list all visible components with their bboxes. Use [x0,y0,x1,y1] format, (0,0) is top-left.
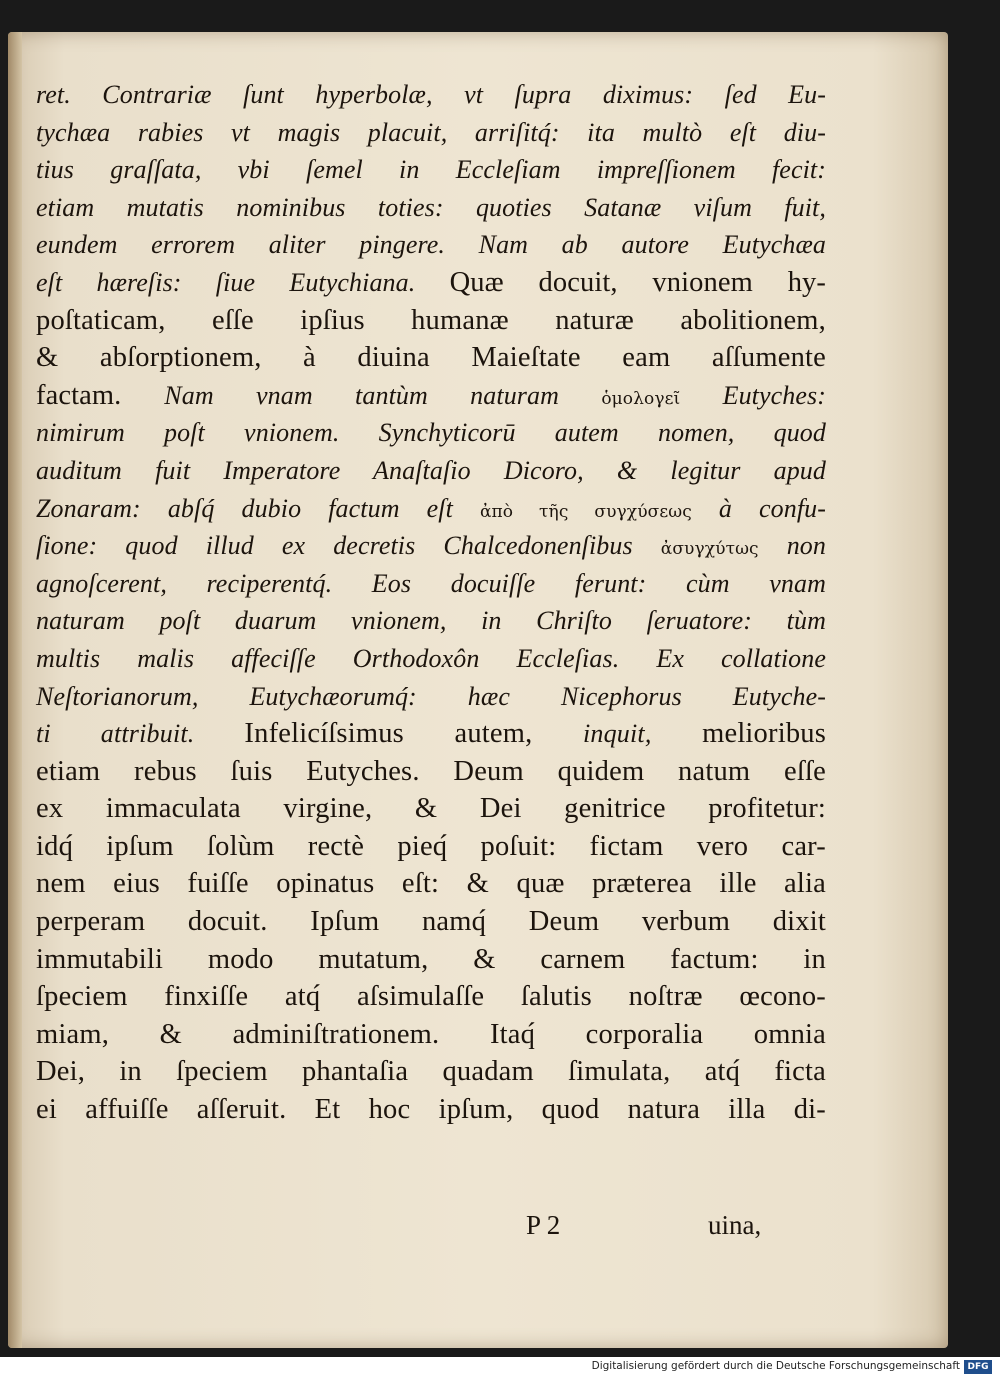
text-run: inquit, [582,719,652,749]
text-run: ei affuiſſe aſſeruit. Et hoc ipſum, quod natura illa di- [36,1094,826,1126]
text-run: auditum fuit Imperatore Anaſtaſio Dicoro, & legitur apud [36,455,826,485]
text-run: Nam vnam tantùm naturam [164,380,602,410]
text-line [36,865,826,903]
text-run: agnoſcerent, reciperentq́. Eos docuiſſe ferunt: cùm vnam [36,568,826,598]
text-line [36,114,826,152]
text-run: eſt hæreſis: ſiue Eutychiana. [36,267,450,297]
text-run: à confu- [691,493,826,523]
text-line [36,1016,826,1054]
text-line [36,602,826,640]
text-line [36,903,826,941]
text-line [36,226,826,264]
text-line [36,527,826,565]
funding-credit: Digitalisierung gefördert durch die Deutsche Forschungsgemeinschaft [591,1360,960,1372]
book-page [8,32,948,1348]
text-run: perperam docuit. Ipſum namq́ Deum verbum dixit [36,906,826,938]
dfg-logo: DFG [964,1360,992,1374]
text-run: Dei, in ſpeciem phantaſia quadam ſimulata, atq́ ficta [36,1056,826,1088]
text-run: multis malis affeciſſe Orthodoxôn Eccleſias. Ex collatione [36,643,826,673]
text-run: idq́ ipſum ſolùm rectè pieq́ poſuit: fictam vero car- [36,830,826,862]
text-line [36,790,826,828]
page-footer [8,1210,948,1250]
text-run: ſione: quod illud ex decretis Chalcedonenſibus [36,531,661,561]
greek-phrase: ἀπὸ τῆς συγχύσεως [479,501,692,522]
text-run: eundem errorem aliter pingere. Nam ab autore Eutychæa [36,230,826,260]
credit-bar [0,1357,1000,1378]
text-run: miam, & adminiſtrationem. Itaq́ corporalia omnia [36,1018,826,1050]
text-run: ret. Contrariæ ſunt hyperbolæ, vt ſupra diximus: ſed Eu- [36,80,826,109]
text-line [36,678,826,716]
text-line [36,339,826,377]
text-line [36,1091,826,1129]
text-line [36,640,826,678]
text-run: Quæ docuit, vnionem hy- [449,266,826,298]
signature-mark: P 2 [526,1210,561,1240]
text-line [36,76,826,114]
greek-phrase: ἀσυγχύτως [660,539,759,560]
text-run: tychæa rabies vt magis placuit, arriſitq́: ita multò eſt diu- [36,117,826,147]
text-line [36,828,826,866]
catchword: uina, [708,1210,762,1240]
text-line [36,452,826,490]
text-run: ti attribuit. [36,719,245,749]
text-run: non [758,531,827,561]
text-line [36,264,826,302]
text-run: tius graſſata, vbi ſemel in Eccleſiam impreſſionem fecit: [36,155,826,185]
text-run: etiam mutatis nominibus toties: quoties Satanæ viſum fuit, [36,192,826,222]
text-run: Neſtorianorum, Eutychæorumq́: hæc Nicephorus Eutyche- [36,681,826,711]
text-line [36,978,826,1016]
page-gutter-edge [8,32,22,1348]
text-line [36,715,826,753]
text-run: nem eius fuiſſe opinatus eſt: & quæ præterea ille alia [36,868,826,900]
text-line [36,1053,826,1091]
text-line [36,414,826,452]
text-run: etiam rebus ſuis Eutyches. Deum quidem natum eſſe [36,755,826,787]
text-line [36,189,826,227]
greek-phrase: ὁμολογεῖ [601,388,681,409]
text-run: factam. [36,379,165,411]
page-body-text [36,76,826,1129]
text-run: nimirum poſt vnionem. Synchyticorū autem nomen, quod [36,418,826,448]
text-run: Infelicíſsimus autem, [244,718,583,750]
text-line [36,490,826,528]
text-run: ſpeciem finxiſſe atq́ aſsimulaſſe ſalutis noſtræ œcono- [36,981,826,1013]
text-run: ex immaculata virgine, & Dei genitrice profitetur: [36,793,826,825]
text-run: immutabili modo mutatum, & carnem factum: in [36,943,826,975]
text-run: Zonaram: abſq́ dubio factum eſt [36,493,480,523]
text-run: melioribus [651,718,827,750]
text-run: Eutyches: [680,380,826,410]
text-line [36,941,826,979]
text-line [36,377,826,415]
text-line [36,565,826,603]
text-run: naturam poſt duarum vnionem, in Chriſto ſeruatore: tùm [36,606,826,636]
text-line [36,151,826,189]
text-run: & abſorptionem, à diuina Maieſtate eam aſſumente [36,342,826,374]
text-line [36,753,826,791]
text-run: poſtaticam, eſſe ipſius humanæ naturæ abolitionem, [36,304,826,336]
text-line [36,302,826,340]
